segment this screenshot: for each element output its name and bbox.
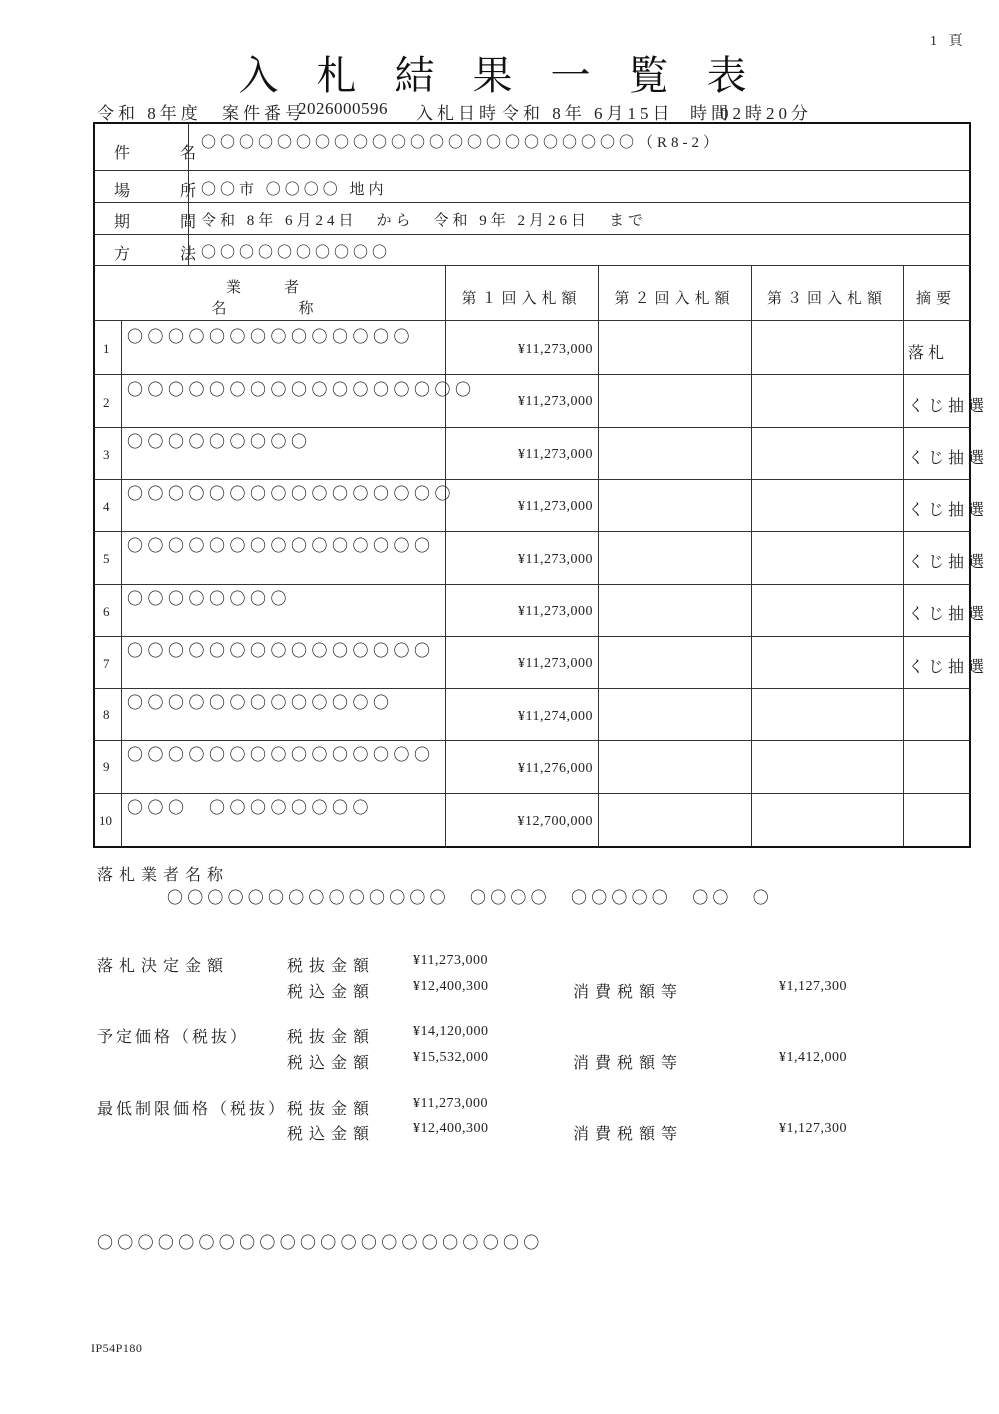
winner-label: 落札業者名称 <box>97 867 230 884</box>
incl-tax-label: 税込金額 <box>287 1126 376 1143</box>
remark: くじ抽選 <box>908 502 989 519</box>
bid-round2-header: 第２回入札額 <box>614 291 735 307</box>
estimate-label: 予定価格（税抜） <box>97 1029 250 1046</box>
remark: 落札 <box>908 345 949 362</box>
case-number: 2026000596 <box>298 99 388 118</box>
divider <box>903 265 904 846</box>
period: 令和 8年 6月24日 から 令和 9年 2月26日 まで <box>201 213 648 229</box>
divider <box>445 265 446 846</box>
case-number-label: 案件番号 <box>222 104 306 123</box>
row-divider <box>94 320 970 321</box>
excl-tax-label: 税抜金額 <box>287 958 376 975</box>
divider <box>598 265 599 846</box>
remark: くじ抽選 <box>908 606 989 623</box>
excl-tax-value: ¥14,120,000 <box>413 1024 489 1039</box>
winning-bid-label: 落札決定金額 <box>97 958 230 975</box>
bid-amount: ¥11,274,000 <box>518 709 593 724</box>
row-divider <box>94 531 970 532</box>
bidder-name: 〇〇〇〇〇〇〇〇 <box>127 591 292 608</box>
location-label: 場 所 <box>114 183 203 200</box>
document-title: 入 札 結 果 一 覧 表 <box>238 53 761 98</box>
tax-label: 消費税額等 <box>573 984 684 1001</box>
incl-tax-value: ¥12,400,300 <box>413 1121 489 1136</box>
project-name-label: 件 名 <box>114 145 203 162</box>
bidder-name: 〇〇〇 〇〇〇〇〇〇〇〇 <box>127 800 374 817</box>
row-number: 8 <box>103 707 110 722</box>
remark: くじ抽選 <box>908 554 989 571</box>
bid-time-label: 時間 <box>690 104 732 123</box>
bid-amount: ¥11,273,000 <box>518 394 593 409</box>
bidder-name: 〇〇〇〇〇〇〇〇〇〇〇〇〇〇〇 <box>127 643 435 660</box>
row-number: 6 <box>103 604 110 619</box>
excl-tax-value: ¥11,273,000 <box>413 1096 488 1111</box>
method-label: 方 法 <box>114 246 203 263</box>
bidder-name: 〇〇〇〇〇〇〇〇〇〇〇〇〇〇〇 <box>127 747 435 764</box>
remark: くじ抽選 <box>908 659 989 676</box>
bid-amount: ¥11,273,000 <box>518 656 593 671</box>
incl-tax-label: 税込金額 <box>287 1055 376 1072</box>
bid-round3-header: 第３回入札額 <box>766 291 887 307</box>
row-number: 7 <box>103 656 110 671</box>
excl-tax-label: 税抜金額 <box>287 1101 376 1118</box>
row-divider <box>94 584 970 585</box>
note: 〇〇〇〇〇〇〇〇〇〇〇〇〇〇〇〇〇〇〇〇〇〇 <box>97 1235 544 1252</box>
divider <box>94 170 970 171</box>
page-number: 1 頁 <box>930 34 967 49</box>
project-name: 〇〇〇〇〇〇〇〇〇〇〇〇〇〇〇〇〇〇〇〇〇〇〇（R8-2） <box>201 135 723 151</box>
bid-amount: ¥11,276,000 <box>518 761 593 776</box>
divider <box>751 265 752 846</box>
bidder-name: 〇〇〇〇〇〇〇〇〇〇〇〇〇〇〇 <box>127 538 435 555</box>
row-divider <box>94 427 970 428</box>
incl-tax-value: ¥12,400,300 <box>413 979 489 994</box>
bid-amount: ¥11,273,000 <box>518 604 593 619</box>
bidder-name: 〇〇〇〇〇〇〇〇〇〇〇〇〇〇〇〇〇 <box>127 382 476 399</box>
bid-amount: ¥12,700,000 <box>517 814 593 829</box>
footer-code: IP54P180 <box>91 1341 143 1355</box>
bid-time: 02時20分 <box>720 104 812 123</box>
incl-tax-value: ¥15,532,000 <box>413 1050 489 1065</box>
tax-value: ¥1,412,000 <box>779 1050 847 1065</box>
row-number: 1 <box>103 341 110 356</box>
divider <box>94 265 970 266</box>
row-number: 3 <box>103 447 110 462</box>
row-number: 4 <box>103 499 110 514</box>
row-divider <box>94 688 970 689</box>
row-divider <box>94 793 970 794</box>
remark: くじ抽選 <box>908 398 989 415</box>
bidder-name: 〇〇〇〇〇〇〇〇〇〇〇〇〇〇〇〇 <box>127 486 456 503</box>
remarks-header: 摘要 <box>915 291 956 307</box>
row-divider <box>94 374 970 375</box>
min-price-label: 最低制限価格（税抜） <box>97 1101 288 1118</box>
bid-amount: ¥11,273,000 <box>518 552 593 567</box>
location: 〇〇市 〇〇〇〇 地内 <box>201 182 388 198</box>
tax-value: ¥1,127,300 <box>779 979 847 994</box>
bidder-name: 〇〇〇〇〇〇〇〇〇 <box>127 434 312 451</box>
remark: くじ抽選 <box>908 450 989 467</box>
tax-label: 消費税額等 <box>573 1055 684 1072</box>
divider <box>94 202 970 203</box>
row-divider <box>94 636 970 637</box>
bidder-name: 〇〇〇〇〇〇〇〇〇〇〇〇〇 <box>127 695 394 712</box>
row-number: 2 <box>103 395 110 410</box>
row-divider <box>94 479 970 480</box>
bidder-name: 〇〇〇〇〇〇〇〇〇〇〇〇〇〇 <box>127 329 415 346</box>
incl-tax-label: 税込金額 <box>287 984 376 1001</box>
bid-date-label: 入札日時 <box>416 104 500 123</box>
tax-value: ¥1,127,300 <box>779 1121 847 1136</box>
divider <box>121 320 122 846</box>
winner-name: 〇〇〇〇〇〇〇〇〇〇〇〇〇〇 〇〇〇〇 〇〇〇〇〇 〇〇 〇 <box>167 890 774 907</box>
method: 〇〇〇〇〇〇〇〇〇〇 <box>201 245 392 261</box>
row-number: 9 <box>103 759 110 774</box>
row-number: 5 <box>103 551 110 566</box>
row-number: 10 <box>99 813 112 828</box>
divider <box>94 234 970 235</box>
row-divider <box>94 740 970 741</box>
bidder-header-line2: 名 称 <box>211 301 328 317</box>
tax-label: 消費税額等 <box>573 1126 684 1143</box>
period-label: 期 間 <box>114 214 203 231</box>
bidder-header-line1: 業 者 <box>225 280 313 296</box>
excl-tax-value: ¥11,273,000 <box>413 953 488 968</box>
bid-round1-header: 第１回入札額 <box>461 291 582 307</box>
bid-amount: ¥11,273,000 <box>518 447 593 462</box>
bid-date: 令和 8年 6月15日 <box>502 104 674 123</box>
bid-amount: ¥11,273,000 <box>518 342 593 357</box>
bid-amount: ¥11,273,000 <box>518 499 593 514</box>
fiscal-year: 令和 8年度 <box>97 104 202 123</box>
excl-tax-label: 税抜金額 <box>287 1029 376 1046</box>
